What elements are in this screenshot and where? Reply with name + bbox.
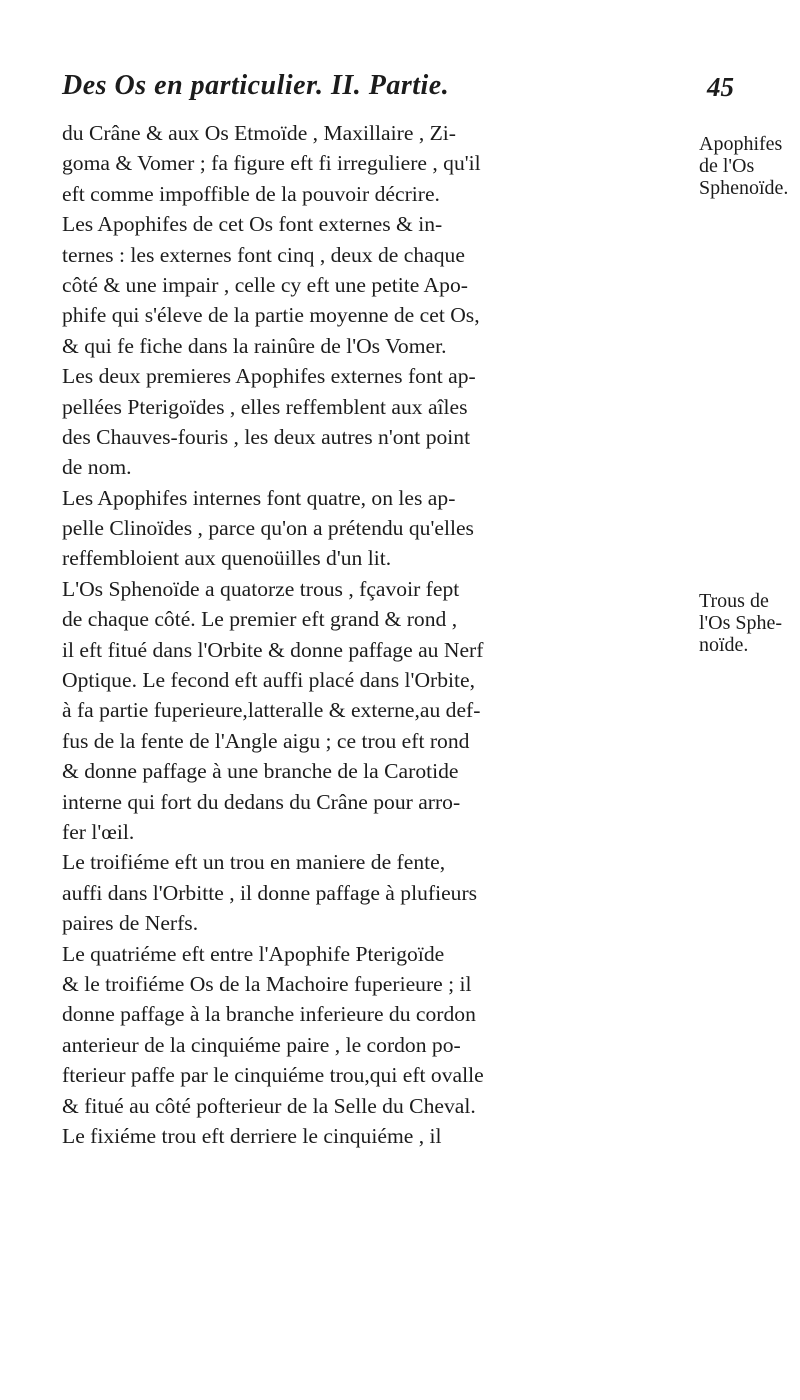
- text-line: fer l'œil.: [62, 819, 135, 844]
- text-line: des Chauves-fouris , les deux autres n'ont point: [62, 424, 471, 449]
- text-line: il eft fitué dans l'Orbite & donne paffage au Nerf: [62, 637, 484, 662]
- margin-note-trous: [699, 590, 797, 656]
- text-line: de nom.: [62, 455, 132, 480]
- text-line: Optique. Le fecond eft auffi placé dans l'Orbite,: [62, 668, 476, 693]
- text-line: phife qui s'éleve de la partie moyenne de cet Os,: [62, 303, 480, 328]
- text-line: de chaque côté. Le premier eft grand & rond ,: [62, 607, 458, 632]
- text-line: L'Os Sphenoïde a quatorze trous , fçavoir fept: [62, 576, 460, 601]
- text-line: Le quatriéme eft entre l'Apophife Pterigoïde: [62, 941, 445, 966]
- text-line: fus de la fente de l'Angle aigu ; ce trou eft rond: [62, 728, 470, 753]
- running-title: Des Os en particulier. II. Partie.: [62, 70, 450, 101]
- text-line: anterieur de la cinquiéme paire , le cordon po-: [62, 1032, 461, 1057]
- running-head: [62, 70, 752, 106]
- text-line: fterieur paffe par le cinquiéme trou,qui eft ovalle: [62, 1063, 484, 1088]
- text-line: & qui fe fiche dans la rainûre de l'Os Vomer.: [62, 333, 447, 358]
- margin-note-line: noïde.: [699, 634, 749, 656]
- text-line: pelle Clinoïdes , parce qu'on a prétendu qu'elles: [62, 516, 474, 541]
- body-text: [62, 118, 697, 1151]
- margin-note-line: Sphenoïde.: [699, 177, 789, 199]
- text-line: & donne paffage à une branche de la Carotide: [62, 759, 459, 784]
- text-line: Les deux premieres Apophifes externes font ap-: [62, 364, 476, 389]
- text-line: Les Apophifes internes font quatre, on les ap-: [62, 485, 456, 510]
- text-line: Le fixiéme trou eft derriere le cinquiéme , il: [62, 1123, 442, 1148]
- text-line: & le troifiéme Os de la Machoire fuperieure ; il: [62, 971, 472, 996]
- text-line: & fitué au côté pofterieur de la Selle du Cheval.: [62, 1093, 476, 1118]
- text-line: donne paffage à la branche inferieure du cordon: [62, 1002, 476, 1027]
- text-line: paires de Nerfs.: [62, 911, 199, 936]
- text-line: pellées Pterigoïdes , elles reffemblent aux aîles: [62, 394, 468, 419]
- margin-note-line: Trous de: [699, 590, 769, 612]
- text-line: eft comme impoffible de la pouvoir décrire.: [62, 181, 440, 206]
- margin-note-apophyses: [699, 133, 797, 199]
- text-line: goma & Vomer ; fa figure eft fi irreguliere , qu'il: [62, 151, 481, 176]
- text-line: à fa partie fuperieure,latteralle & externe,au def-: [62, 698, 481, 723]
- text-line: du Crâne & aux Os Etmoïde , Maxillaire , Zi-: [62, 121, 456, 145]
- margin-note-line: Apophifes: [699, 133, 783, 155]
- margin-note-line: l'Os Sphe-: [699, 612, 783, 634]
- text-line: côté & une impair , celle cy eft une petite Apo-: [62, 272, 468, 297]
- text-line: Le troifiéme eft un trou en maniere de fente,: [62, 850, 446, 875]
- margin-note-line: de l'Os: [699, 155, 755, 177]
- text-line: auffi dans l'Orbitte , il donne paffage à plufieurs: [62, 880, 478, 905]
- text-line: Les Apophifes de cet Os font externes & in-: [62, 212, 443, 237]
- page-number: 45: [707, 72, 734, 102]
- text-line: ternes : les externes font cinq , deux de chaque: [62, 242, 465, 267]
- text-line: interne qui fort du dedans du Crâne pour arro-: [62, 789, 461, 814]
- text-line: reffembloient aux quenoüilles d'un lit.: [62, 546, 392, 571]
